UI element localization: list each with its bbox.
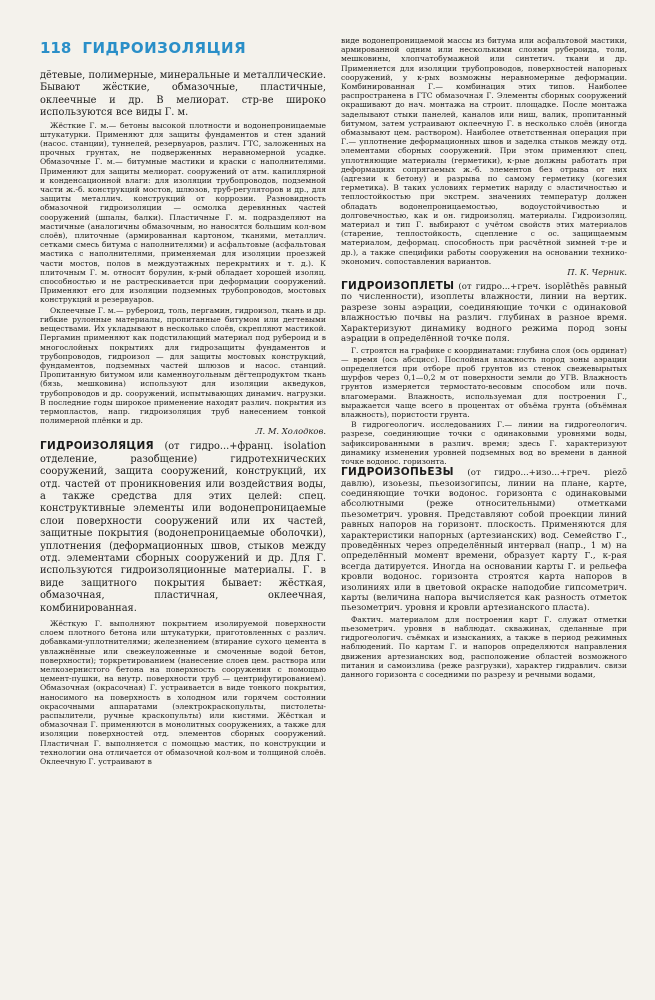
article-author: Л. М. Холодков.	[255, 426, 326, 437]
entry-gidroizolyatsiya	[40, 440, 326, 615]
article-author: П. К. Черник.	[567, 267, 627, 278]
running-title: ГИДРОИЗОЛЯЦИЯ	[82, 39, 247, 57]
entry-headword: ГИДРОИЗОПЛЕТЫ	[341, 280, 455, 293]
page-number: 118	[40, 39, 72, 57]
text-paragraph: Жёсткую Г. выполняют покрытием изолируемой поверхности слоем плотного бетона или штукатурки, приготовленных с различ. добавками-уплотнителями; железнением (втирание сухого цемента в увлажнённые или свежеуложенные и смоченные водой бетон, поверхности); торкретированием (нанесение слоев цем. раствора или мелкозернистого бетона на поверхность сооружения с помощью цемент-пушки, на внутр. поверхности труб — центрифугированием). Обмазочная (окрасочная) Г. устраивается в виде тонкого покрытия, наносимого на поверхность в холодном или горячем состоянии окрасочными аппаратами (электрокраскопульты, пистолеты-распылители, ручные краскопульты) или кистями. Жёсткая и обмазочная Г. применяются в монолитных сооружениях, а также для изоляции поверхностей отд. элементов сборных сооружений. Пластичная Г. выполняется с помощью мастик, по конструкции и технологии она отличается от обмазочной кол-вом и толщиной слоёв. Оклеечную Г. устраивают в	[40, 619, 326, 767]
entry-definition: (от гидро...+греч. isoplēthēs равный по численности), изоплеты влажности, линии на вертик. разрезе зоны аэрации, соединяющие точки с одинаковой влажностью почвы на различ. глубинах в разное время. Характеризуют динамику водного режима пород зоны аэрации в определённой точке поля.	[341, 282, 627, 345]
text-paragraph: Жёсткие Г. м.— бетоны высокой плотности и водонепроницаемые штукатурки. Применяют для защиты фундаментов и стен зданий (насос. станции), туннелей, резервуаров, различ. ГТС, заложенных на прочных грунтах, не подверженных неравномерной усадке. Обмазочные Г. м.— битумные мастики и краски с наполнителями. Применяют для защиты мелиорат. сооружений от атм. капиллярной и конденсационной влаги: для изоляции трубопроводов, подземной части ж.-б. конструкций мостов, шлюзов, труб-регуляторов и др., для защиты металлич. конструкций от коррозии. Разновидность обмазочной гидроизоляции — осмолка деревянных частей сооружений (шпалы, балки). Пластичные Г. м. подразделяют на мастичные (аналогичны обмазочным, но наносятся большим кол-вом слоёв), плиточные (армированная картоном, тканями, металлич. сетками смесь битума с наполнителями) и асфальтовые (асфальтовая мастика с наполнителями, применяемая для изоляции проезжей части мостов, полов в междуэтажных перекрытиях и т. д.). К плиточным Г. м. относят борулин, к-рый обладает хорошей изоляц. способностью и не растрескивается при деформации сооружений. Применяют его для изоляции подземных трубопроводов, мостовых конструкций и резервуаров.	[40, 120, 326, 305]
entry-headword: ГИДРОИЗОПЬЕЗЫ	[341, 466, 454, 479]
text-paragraph: Оклеечные Г. м.— рубероид, толь, пергамин, гидроизол, ткань и др. гибкие рулонные материалы, пропитанные битумом или дегтевыми веществами. Их укладывают в несколько слоёв, скрепляют мастикой. Пергамин применяют как подстилающий материал под рубероид и в многослойных покрытиях для гидрозащиты фундаментов и трубопроводов, гидроизол — для защиты мостовых конструкций, фундаментов, подземных частей шлюзов и насос. станций. Пропитанную битумом или каменноугольным дёгтепродуктом ткань (бязь, мешковина) используют для изоляции акведуков, трубопроводов и др. сооружений, испытывающих динамич. нагрузки. В последние годы широкое применение находят различ. покрытия из термопластов, напр. гидроизоляция труб нанесением тонкой полимерной плёнки и др.	[40, 305, 326, 426]
left-column	[40, 70, 326, 984]
entry-gidroizoplety	[341, 281, 627, 344]
page-header	[40, 38, 246, 60]
entry-definition: (от гидро...+изо...+греч. piezō давлю), изоьезы, пьезоизогипсы, линии на плане, карте, соединяющие точки водонос. горизонта с одинаковыми абсолютными (реже относительными) отметками пьезометрич. уровня. Представляют собой проекции линий равных напоров на горизонт. плоскость. Применяются для характеристики напорных (артезианских) вод. Семейство Г., проведённых через определённый интервал (напр., 1 м) на определённый момент времени, образует карту Г., к-рая всегда датируется. Иногда на основании карты Г. и рельефа кровли водонос. горизонта строятся карта напоров в изолиниях или в цветовой окраске наподобие гипсометрич. карты (величина напора вычисляется как разность отметок пьезометрич. уровня и кровли артезианского пласта).	[341, 468, 627, 614]
entry-headword: ГИДРОИЗОЛЯЦИЯ	[40, 440, 154, 453]
text-paragraph: дётевые, полимерные, минеральные и металлические. Бывают жёсткие, обмазочные, пластичные, оклеечные и др. В мелиорат. стр-ве широко используются все виды Г. м.	[40, 70, 326, 119]
entry-gidroizopyezy	[341, 467, 627, 614]
text-paragraph: В гидрогеологич. исследованиях Г.— линии на гидрогеологич. разрезе, соединяющие точки с одинаковыми уровнями воды, зафиксированными в различ. время; здесь Г. характеризуют динамику изменения уровней подземных вод во времени в данной точке водонос. горизонта.	[341, 420, 627, 466]
text-paragraph: виде водонепроницаемой массы из битума или асфальтовой мастики, армированной одним или несколькими слоями рубероида, толи, мешковины, хлопчатобумажной или синтетич. ткани и др. Применяется для изоляции трубопроводов, поверхностей напорных сооружений, у к-рых возможны неравномерные деформации. Комбинированная Г.— комбинация этих типов. Наиболее распространена в ГТС обмазочная Г. Элементы сборных сооружений окрашивают до нач. монтажа на строит. площадке. После монтажа заделывают стыки панелей, каналов или ниш, валик, пропитанный битумом, затем устраивают оклеечную Г. в несколько слоёв (иногда обмазывают цем. раствором). Наиболее ответственная операция при Г.— уплотнение деформационных швов и заделка стыков между отд. элементами сборных сооружений. При этом применяют спец. уплотняющие материалы (герметики), к-рые должны работать при деформациях сопрягаемых ж.-б. элементов без отрыва от них (адгезии к бетону) и разрыва по самому герметику (когезия герметика). В таких условиях герметик наряду с эластичностью и теплостойкостью при экстрем. значениях температур должен обладать водонепроницаемостью, водоустойчивостью и долговечностью, как и он. гидроизоляц. материалы. Гидроизоляц. материал и тип Г. выбирают с учётом свойств этих материалов (старение, теплостойкость, сцепление с ос. защищаемым материалом, деформац. способность при расчётной зимней т-ре и др.), а также специфики работы сооружения на основании технико-экономич. сопоставления вариантов.	[341, 36, 627, 266]
entry-definition: (от гидро...+франц. isolation отделение, разобщение) гидротехнических сооружений, защита сооружений, конструкций, их отд. частей от проникновения или воздействия воды, а также средства для этих целей: спец. конструктивные элементы или водонепроницаемые слои поверхности сооружений или их частей, защитные покрытия (водонепроницаемые оболочки), уплотнения (деформационных швов, стыков между отд. элементами сборных сооружений и др. Для Г. используются гидроизоляционные материалы. Г. в виде защитного покрытия бывает: жёсткая, обмазочная, пластичная, оклеечная, комбинированная.	[40, 441, 326, 614]
right-column	[341, 36, 627, 984]
text-paragraph: Г. строятся на графике с координатами: глубина слоя (ось ординат) — время (ось абсцисс). Послойная влажность пород зоны аэрации определяется при отборе проб грунтов из стенок свежевырытых шурфов через 0,1—0,2 м от поверхности земли до УГВ. Влажность грунтов измеряется термостато-весовым способом или почв. влагомерами. Влажность, используемая для построения Г., выражается чаще всего в процентах от объёма грунта (объёмная влажность), пористости грунта.	[341, 345, 627, 419]
text-paragraph: Фактич. материалом для построения карт Г. служат отметки пьезометрич. уровня в наблюдат. скважинах, сделанные при гидрогеологич. съёмках и изысканиях, а также в период режимных наблюдений. По картам Г. и напоров определяются направления движения артезианских вод, расположение областей возможного питания и самоизлива (реже разгрузки), характер гидравлич. связи данного горизонта с соседними по разрезу и речными водами,	[341, 614, 627, 680]
